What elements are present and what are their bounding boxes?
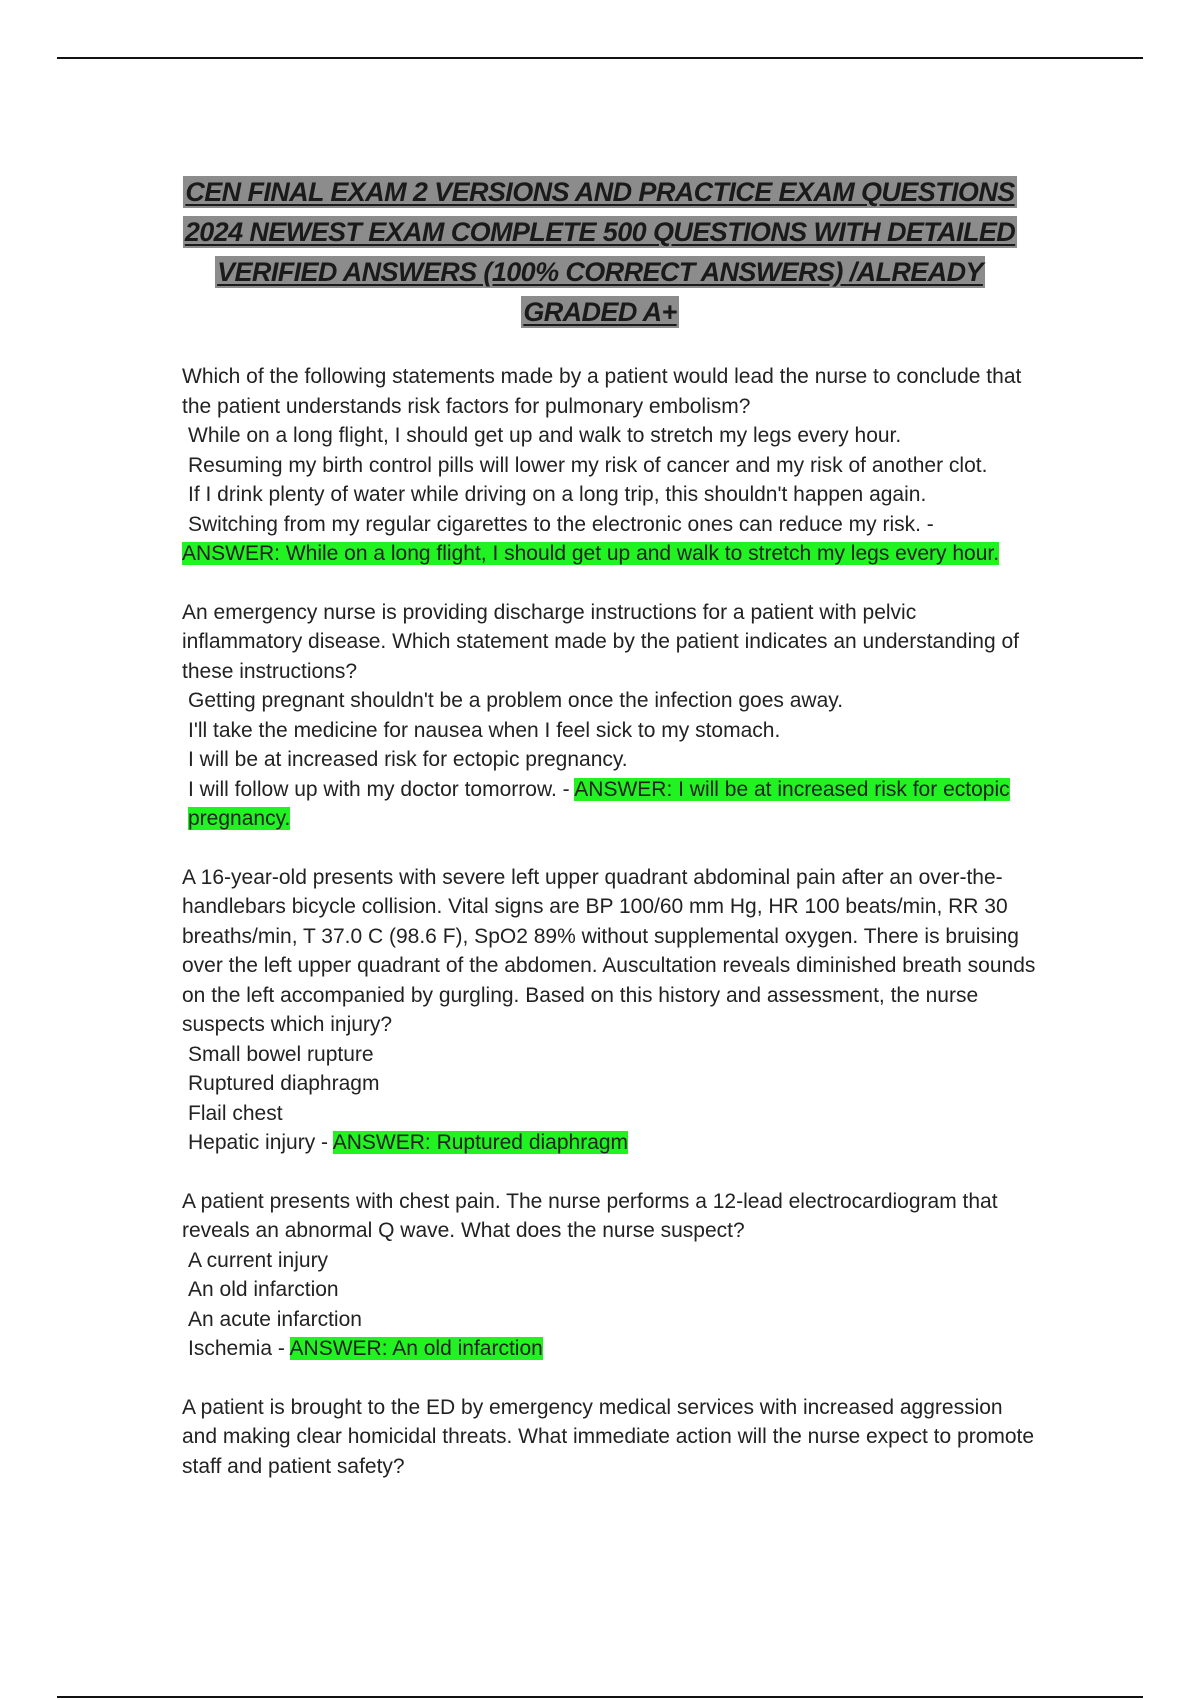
document-title xyxy=(160,172,1040,332)
answer-option: I will be at increased risk for ectopic pregnancy. xyxy=(188,748,628,771)
document-body xyxy=(182,362,1042,1510)
correct-answer: ANSWER: Ruptured diaphragm xyxy=(332,1131,629,1154)
question-stem: A patient is brought to the ED by emergency medical services with increased aggression and making clear homicidal threats. What immediate action will the nurse expect to promote staff and patient safety? xyxy=(182,1395,1035,1478)
answer-option: An old infarction xyxy=(188,1278,339,1301)
answer-option: Flail chest xyxy=(188,1101,283,1125)
question-2 xyxy=(182,598,1042,834)
answer-option: Ruptured diaphragm xyxy=(188,1072,380,1095)
question-stem: Which of the following statements made by a patient would lead the nurse to conclude that the patient understands risk factors for pulmonary embolism? xyxy=(182,365,1022,418)
answer-option-text: I will follow up with my doctor tomorrow. - xyxy=(188,777,570,801)
question-4 xyxy=(182,1187,1042,1364)
answer-option: Getting pregnant shouldn't be a problem once the infection goes away. xyxy=(188,689,844,712)
answer-option-text: Hepatic injury - xyxy=(188,1131,329,1154)
answer-option: An acute infarction xyxy=(188,1307,362,1331)
footer-rule xyxy=(57,1696,1143,1698)
answer-option-text: Ischemia - xyxy=(188,1337,285,1360)
answer-option: Switching from my regular cigarettes to the electronic ones can reduce my risk. - xyxy=(188,512,934,536)
correct-answer: ANSWER: An old infarction xyxy=(289,1337,543,1360)
answer-option: Resuming my birth control pills will lower my risk of cancer and my risk of another clot. xyxy=(188,453,988,477)
answer-option: While on a long flight, I should get up and walk to stretch my legs every hour. xyxy=(188,424,902,447)
document-title-text: CEN FINAL EXAM 2 VERSIONS AND PRACTICE EXAM QUESTIONS 2024 NEWEST EXAM COMPLETE 500 QUESTIONS WITH DETAILED VERIFIED ANSWERS (100% CORRECT ANSWERS) /ALREADY GRADED A+ xyxy=(184,177,1016,327)
answer-option: A current injury xyxy=(188,1248,329,1272)
answer-option-with-answer xyxy=(182,1128,1042,1158)
answer-option: Small bowel rupture xyxy=(188,1042,374,1066)
answer-option: I'll take the medicine for nausea when I feel sick to my stomach. xyxy=(188,718,781,742)
correct-answer: ANSWER: I will be at increased risk for ectopic pregnancy. xyxy=(188,777,1010,830)
question-1 xyxy=(182,362,1042,569)
header-rule xyxy=(57,57,1143,59)
answer-option-with-answer xyxy=(182,775,1042,834)
question-stem: An emergency nurse is providing discharge instructions for a patient with pelvic inflammatory disease. Which statement made by the patient indicates an understanding of these instructions? xyxy=(182,600,1019,683)
question-stem: A 16-year-old presents with severe left upper quadrant abdominal pain after an over-the-handlebars bicycle collision. Vital signs are BP 100/60 mm Hg, HR 100 beats/min, RR 30 breaths/min, T 37.0 C (98.6 F), SpO2 89% without supplemental oxygen. There is bruising over the left upper quadrant of the abdomen. Auscultation reveals diminished breath sounds on the left accompanied by gurgling. Based on this history and assessment, the nurse suspects which injury? xyxy=(182,865,1036,1036)
answer-option: If I drink plenty of water while driving on a long trip, this shouldn't happen again. xyxy=(188,483,927,506)
question-5 xyxy=(182,1393,1042,1482)
question-3 xyxy=(182,863,1042,1158)
correct-answer: ANSWER: While on a long flight, I should get up and walk to stretch my legs every hour. xyxy=(182,542,1000,565)
answer-option-with-answer xyxy=(182,1334,1042,1364)
question-stem: A patient presents with chest pain. The nurse performs a 12-lead electrocardiogram that reveals an abnormal Q wave. What does the nurse suspect? xyxy=(182,1189,998,1242)
answer-line xyxy=(182,539,1042,569)
